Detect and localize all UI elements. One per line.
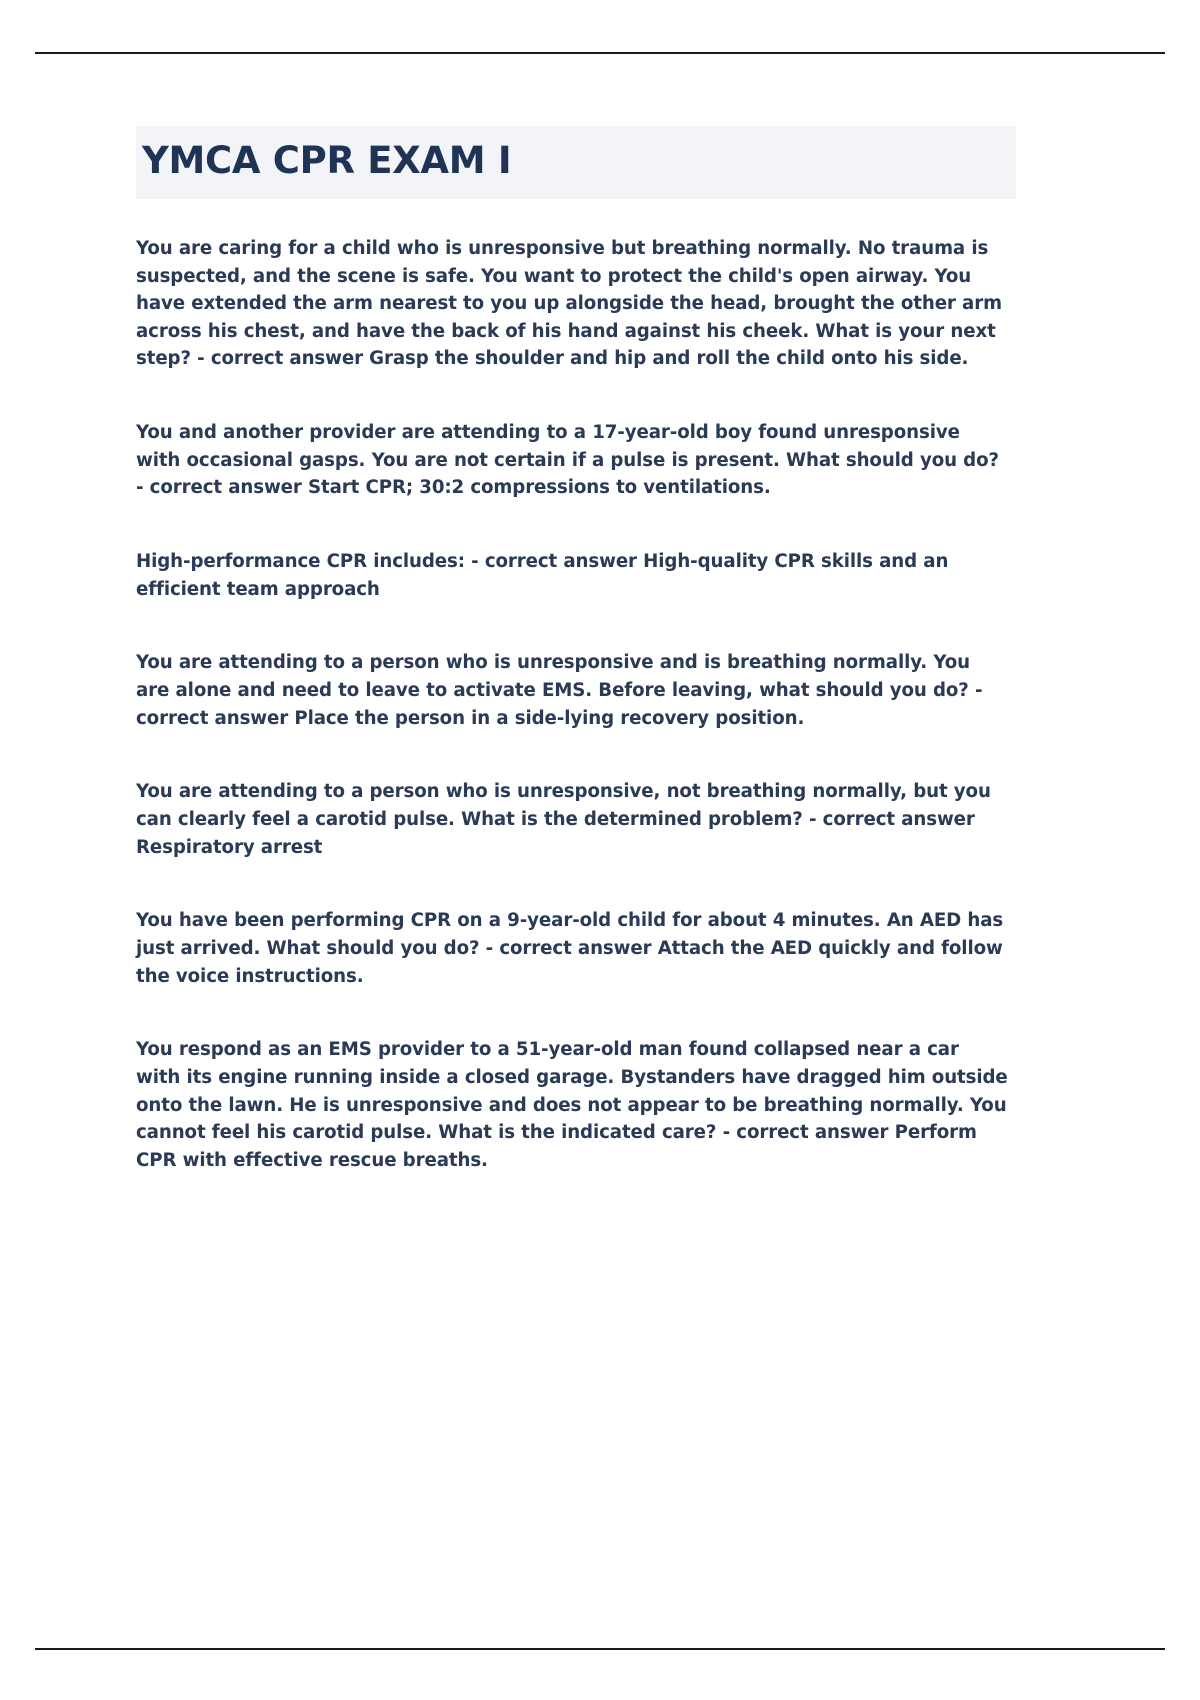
qa-block: You are caring for a child who is unresponsive but breathing normally. No trauma is suspected, and the scene is safe. You want to protect the child's open airway. You have extended the arm nearest to you up alongside the head, brought the other arm across his chest, and have the back of his hand against his cheek. What is your next step? - correct answer Grasp the shoulder and hip and roll the child onto his side. (136, 237, 1002, 370)
document-content (136, 126, 1016, 1175)
qa-block: You are attending to a person who is unresponsive, not breathing normally, but you can clearly feel a carotid pulse. What is the determined problem? - correct answer Respiratory arrest (136, 781, 991, 858)
qa-block: You respond as an EMS provider to a 51-year-old man found collapsed near a car with its engine running inside a closed garage. Bystanders have dragged him outside onto the lawn. He is unresponsive and does not appear to be breathing normally. You cannot feel his carotid pulse. What is the indicated care? - correct answer Perform CPR with effective rescue breaths. (136, 1039, 1008, 1171)
qa-block: You are attending to a person who is unresponsive and is breathing normally. You are alone and need to leave to activate EMS. Before leaving, what should you do? - correct answer Place the person in a side-lying recovery position. (136, 652, 983, 729)
qa-block: You have been performing CPR on a 9-year-old child for about 4 minutes. An AED has just arrived. What should you do? - correct answer Attach the AED quickly and follow the voice instructions. (136, 910, 1004, 987)
qa-block: High-performance CPR includes: - correct answer High-quality CPR skills and an efficient team approach (136, 551, 949, 600)
qa-block: You and another provider are attending to a 17-year-old boy found unresponsive with occasional gasps. You are not certain if a pulse is present. What should you do? - correct answer Start CPR; 30:2 compressions to ventilations. (136, 422, 999, 499)
page-top-divider (35, 52, 1165, 54)
page-title: YMCA CPR EXAM I (136, 126, 1016, 199)
page-bottom-divider (35, 1648, 1165, 1650)
